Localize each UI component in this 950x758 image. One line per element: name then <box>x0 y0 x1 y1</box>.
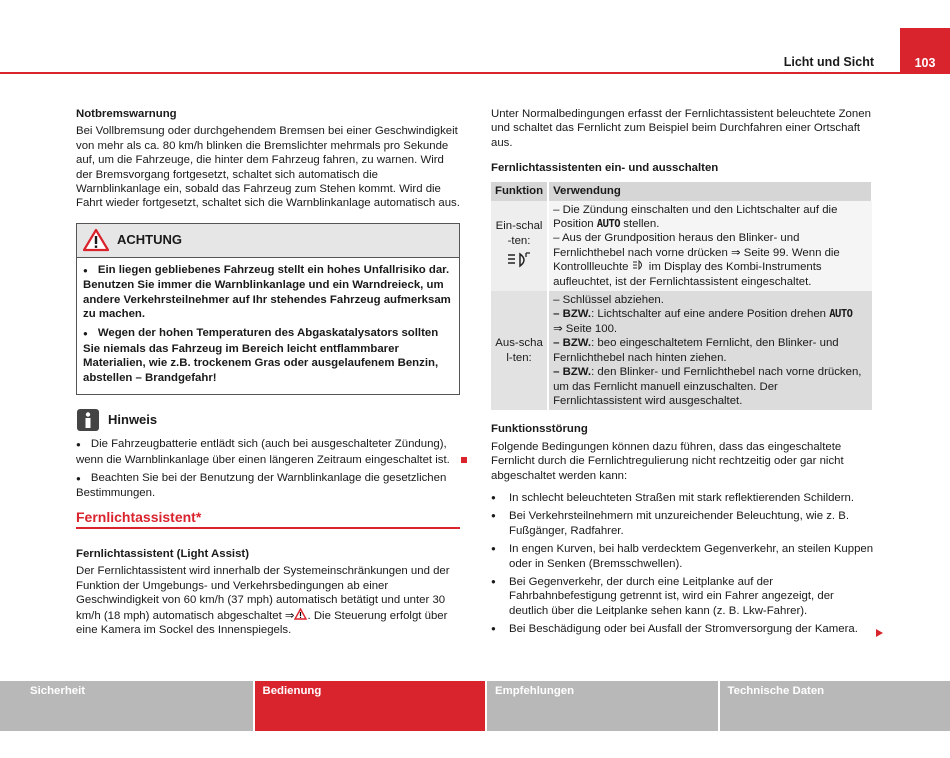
warning-header <box>77 224 459 258</box>
usage-text: – Aus der Grundposition heraus den Blinker- und Fernlichthebel nach vorne drücken ⇒ Seite 99. Wenn die Kontrollleuchte <box>553 232 840 274</box>
table-col-function: Funktion <box>491 182 548 201</box>
usage-text: – Die Zündung einschalten und den Lichtschalter auf die Position <box>553 203 838 231</box>
row-label-off <box>491 291 548 410</box>
list-item: ● Bei Beschädigung oder bei Ausfall der Stromversorgung der Kamera. <box>491 622 875 636</box>
table-col-usage: Verwendung <box>548 182 872 201</box>
fernlicht-body <box>76 544 460 637</box>
tab-empfehlungen[interactable]: Empfehlungen <box>487 681 718 731</box>
usage-text: – Schlüssel abziehen. <box>553 294 664 307</box>
function-table <box>491 182 873 411</box>
usage-text: stellen. <box>623 218 660 231</box>
bzw-label: – BZW. <box>553 308 592 321</box>
stoerung-list <box>491 491 875 637</box>
table-heading: Fernlichtassistenten ein- und ausschalten <box>491 162 719 175</box>
warning-item: ● Ein liegen gebliebenes Fahrzeug stellt ein hohes Unfallrisiko dar. Benutzen Sie immer die Warnblinkanlage und ein Warndreieck, um andere Verkehrsteilnehmer auf Ihr stehendes Fahrzeug aufmerksam zu machen. <box>83 263 453 322</box>
row-usage-off <box>548 291 872 410</box>
table-row <box>491 291 872 410</box>
note-item: ● Beachten Sie bei der Benutzung der Warnblinkanlage die gesetzlichen Bestimmungen. <box>76 471 460 501</box>
bzw-label: – BZW. <box>553 337 592 350</box>
fernlicht-subheading: Fernlichtassistent (Light Assist) <box>76 548 249 560</box>
continue-arrow-icon <box>876 629 883 637</box>
warning-box <box>76 223 460 395</box>
notbrems-text: Bei Vollbremsung oder durchgehendem Bremsen bei einer Geschwindigkeit von mehr als ca. 80 km/h blinken die Bremslichter mehrmals pro Sekunde auf, um die Fahrzeuge, die hinter dem Fahrzeug fahren, zu warnen. Wird der Bremsvorgang fortgesetzt, schaltet sich automatisch die Warnblinkanlage ein, sobald das Fahrzeug zum Stehen kommt. Wird die Fahrt wieder fortgesetzt, schaltet sich die Warnblinkanlage automatisch aus. <box>76 125 460 210</box>
usage-text: ⇒ Seite 100. <box>553 322 618 335</box>
warning-item: ● Wegen der hohen Temperaturen des Abgaskatalysators sollten Sie niemals das Fahrzeug im Bereich leicht entflammbarer Materialien, wie z.B. trockenem Gras oder ausgelaufenem Benzin, abstellen – Brandgefahr! <box>83 326 453 385</box>
warning-triangle-icon <box>83 228 109 252</box>
row-label-on <box>491 201 548 291</box>
note-header <box>76 407 460 433</box>
list-item: ● In engen Kurven, bei halb verdecktem Gegenverkehr, an steilen Kuppen oder in Senken (Bremsschwellen). <box>491 542 875 571</box>
list-item: ● Bei Verkehrsteilnehmern mit unzureichender Beleuchtung, wie z. B. Fußgänger, Radfahrer. <box>491 509 875 538</box>
row-usage-on <box>548 201 872 291</box>
section-title: Licht und Sicht <box>783 55 874 69</box>
stoerung-heading: Funktionsstörung <box>491 423 588 436</box>
table-row <box>491 201 872 291</box>
fernlicht-text-part: Der Fernlichtassistent wird innerhalb der Systemeinschränkungen und der Funktion der Umgebungs- und Verkehrsbedingungen ab einer Geschwindigkeit von 60 km/h (37 mph) automatisch betätigt und unter 30 km/h (18 mph) automatisch abgeschaltet ⇒ <box>76 565 450 622</box>
light-assist-small-icon <box>632 260 646 270</box>
stoerung-intro: Folgende Bedingungen können dazu führen, dass das eingeschaltete Fernlicht durch die Fernlichtregulierung nicht rechtzeitig oder gar nicht abgeschaltet werden kann: <box>491 440 844 482</box>
warning-ref-icon[interactable] <box>294 608 307 620</box>
page-number: 103 <box>900 28 950 72</box>
note-box <box>76 407 460 501</box>
right-column <box>491 107 875 641</box>
note-title: Hinweis <box>108 411 158 427</box>
list-item: ● Bei Gegenverkehr, der durch eine Leitplanke auf der Fahrbahnbefestigung getrennt ist, wird ein Fahrer angezeigt, der deutlich über die Leitplanke sehen kann (z. B. Lkw-Fahrer). <box>491 575 875 618</box>
notbrems-heading: Notbremswarnung <box>76 108 177 120</box>
bzw-label: – BZW. <box>553 366 592 379</box>
note-item: ● Die Fahrzeugbatterie entlädt sich (auch bei ausgeschalteter Zündung), wenn die Warnblinkanlage über einen längeren Zeitraum eingeschaltet ist. <box>76 437 460 467</box>
light-assist-icon <box>506 252 532 268</box>
footer-nav <box>0 681 950 731</box>
fernlicht-section-title: Fernlichtassistent* <box>76 510 460 529</box>
warning-title: ACHTUNG <box>117 232 182 248</box>
header-rule <box>0 72 950 74</box>
warning-body <box>77 258 459 394</box>
info-icon <box>76 408 100 432</box>
list-item: ● In schlecht beleuchteten Straßen mit stark reflektierenden Schildern. <box>491 491 875 505</box>
usage-text: : beo eingeschaltetem Fernlicht, den Blinker- und Fernlichthebel nach hinten ziehen. <box>553 337 839 364</box>
intro-text: Unter Normalbedingungen erfasst der Fernlichtassistent beleuchtete Zonen und schaltet das Fernlicht zum Beispiel beim Durchfahren einer Ortschaft aus. <box>491 108 871 149</box>
row-label-text: Ein-schal-ten: <box>495 220 543 247</box>
row-label-text: Aus-schal-ten: <box>495 337 543 364</box>
left-column <box>76 104 460 501</box>
auto-symbol: AUTO <box>829 308 853 321</box>
usage-text: : den Blinker- und Fernlichthebel nach vorne drücken, um das Fernlicht manuell einzuschalten. Der Fernlichtassistent wird ausgeschaltet. <box>553 366 862 407</box>
tab-technische-daten[interactable]: Technische Daten <box>720 681 950 731</box>
fernlicht-text <box>76 564 460 637</box>
tab-sicherheit[interactable]: Sicherheit <box>0 681 253 731</box>
usage-text: : Lichtschalter auf eine andere Position drehen <box>591 308 827 321</box>
auto-symbol: AUTO <box>596 218 621 231</box>
section-end-marker <box>461 457 467 463</box>
usage-text: im Display des Kombi-Instruments aufleuchtet, ist der Fernlichtassistent eingeschaltet. <box>553 261 822 288</box>
fernlicht-text-part: . Die Steuerung erfolgt über eine Kamera im Sockel des Innenspiegels. <box>76 609 448 637</box>
tab-bedienung[interactable]: Bedienung <box>255 681 486 731</box>
